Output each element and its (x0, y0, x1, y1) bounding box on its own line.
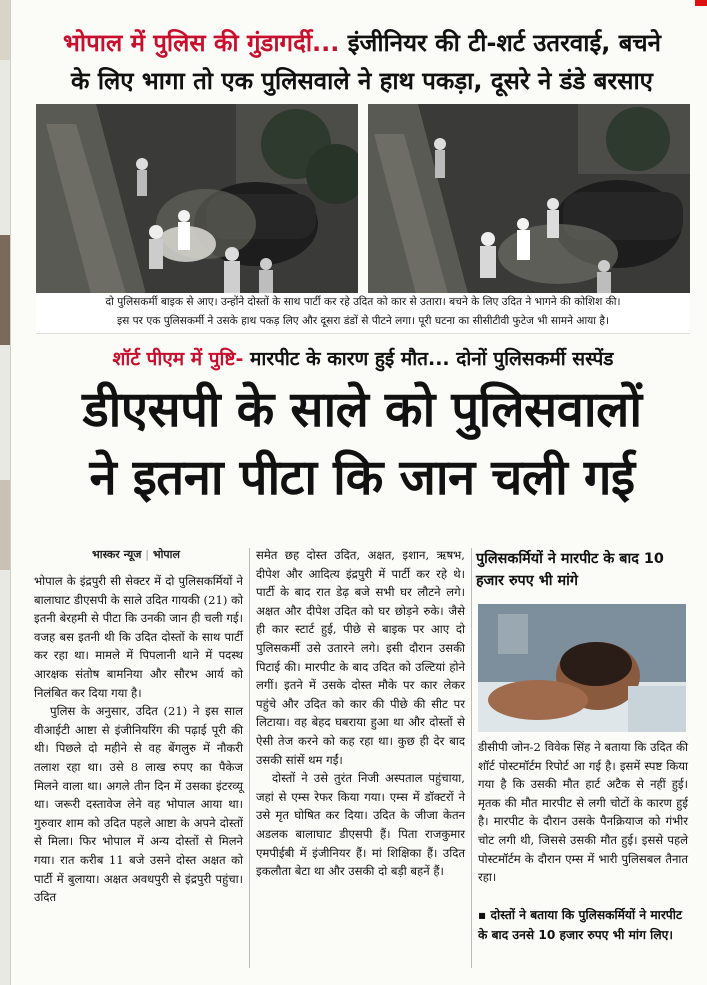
column-divider (471, 548, 472, 968)
hospital-photo (478, 604, 686, 732)
column1-paragraph: पुलिस के अनुसार, उदित (21) ने इस साल वीआईटी आष्टा से इंजीनियरिंग की पढ़ाई पूरी की थी। पिछले दो महीने से वह बेंगलुरु में नौकरी तलाश रहा था। उसे 8 लाख रुपए का पैकेज मिलने वाला था। अगले तीन दिन में उसका इंटरव्यू था। जरूरी दस्तावेज लेने वह भोपाल आया था। गुरुवार शाम को उदित पहले आष्टा के अपने दोस्तों से मिला। फिर भोपाल में अन्य दोस्तों से मिलने गया। रात करीब 11 बजे उसने दोस्त अक्षत को पार्टी में बुलाया। अक्षत अवधपुरी से इंद्रपुरी पहुंचा। उदित (34, 704, 243, 905)
main-headline (24, 376, 700, 512)
caption-line1: दो पुलिसकर्मी बाइक से आए। उन्होंने दोस्तों के साथ पार्टी कर रहे उदित को कार से उतारा। बचने के लिए उदित ने भागने की कोशिश की। (105, 296, 621, 308)
sub-headline-black: मारपीट के कारण हुई मौत... दोनों पुलिसकर्मी सस्पेंड (243, 348, 614, 370)
column-divider (249, 548, 250, 968)
sidebar-body (478, 738, 688, 887)
corner-mark (695, 0, 707, 6)
main-headline-line2: ने इतना पीटा कि जान चली गई (89, 449, 635, 506)
hospital-photo-image (478, 604, 686, 732)
sidebar-title: पुलिसकर्मियों ने मारपीट के बाद 10 हजार रुपए भी मांगे (476, 551, 664, 589)
main-headline-line1: डीएसपी के साले को पुलिसवालों (82, 381, 642, 438)
strip-block (0, 480, 10, 570)
column2-paragraph: दोस्तों ने उसे तुरंत निजी अस्पताल पहुंचाया, जहां से एम्स रेफर किया गया। एम्स में डॉक्टरों ने उसे मृत घोषित कर दिया। उदित के जीजा केतन अडलक बालाघाट डीएसपी हैं। पिता राजकुमार एमपीईबी में इंजीनियर हैं। मां शिक्षिका हैं। उदित इकलौता बेटा था और उसकी दो बड़ी बहनें हैं। (256, 771, 465, 879)
byline-place: भोपाल (152, 548, 180, 561)
top-headline (24, 24, 700, 100)
column1-paragraph: भोपाल के इंद्रपुरी सी सेक्टर में दो पुलिसकर्मियों ने बालाघाट डीएसपी के साले उदित गायकी (21) को इतनी बेरहमी से पीटा कि उनकी जान ही चली गई। वजह बस इतनी थी कि उदित दोस्तों के साथ पार्टी कर रहा था। मामले में पिपलानी थाने में पदस्थ आरक्षक संतोष बामनिया और सौरभ आर्य को निलंबित कर दिया गया है। (34, 574, 243, 700)
article-column-2 (256, 546, 465, 881)
cctv-photo-right (368, 104, 690, 294)
cctv-scene-right (368, 104, 690, 294)
sidebar-paragraph: डीसीपी जोन-2 विवेक सिंह ने बताया कि उदित की शॉर्ट पोस्टमॉर्टम रिपोर्ट आ गई है। इसमें स्पष्ट किया गया है कि उसकी मौत हार्ट अटैक से नहीं हुई। मृतक की मौत मारपीट से लगी चोटों के कारण हुई है। मारपीट के दौरान उसके पैनक्रियाज को गंभीर चोट लगी थी, जिससे उसकी मौत हुई। इससे पहले पोस्टमॉर्टम के दौरान एम्स में भारी पुलिसबल तैनात रहा। (478, 740, 688, 885)
caption-line2: इस पर एक पुलिसकर्मी ने उसके हाथ पकड़ लिए और दूसरा डंडों से पीटने लगा। पूरी घटना का सीसीटीवी फुटेज भी सामने आया है। (116, 315, 610, 327)
article-column-1 (34, 572, 243, 907)
sidebar-bullet: ▪ दोस्तों ने बताया कि पुलिसकर्मियों ने मारपीट के बाद उनसे 10 हजार रुपए भी मांग लिए। (478, 908, 683, 942)
sub-headline-red: शॉर्ट पीएम में पुष्टि- (112, 348, 244, 370)
strip-block (0, 235, 10, 345)
cctv-scene-left (36, 104, 358, 294)
adjacent-page-strip (0, 0, 11, 985)
top-headline-line2: के लिए भागा तो एक पुलिसवाले ने हाथ पकड़ा, दूसरे ने डंडे बरसाए (71, 67, 653, 95)
cctv-photos (36, 104, 690, 294)
photo-caption (36, 293, 690, 334)
byline-separator: | (145, 548, 149, 561)
sub-headline (36, 345, 690, 371)
strip-block (0, 0, 10, 60)
top-headline-red: भोपाल में पुलिस की गुंडागर्दी... (63, 29, 340, 57)
byline (92, 547, 180, 562)
cctv-photo-left (36, 104, 358, 294)
top-headline-black: इंजीनियर की टी-शर्ट उतरवाई, बचने (347, 29, 661, 57)
top-headline-line1 (24, 24, 700, 62)
column2-paragraph: समेत छह दोस्त उदित, अक्षत, इशान, ऋषभ, दीपेश और आदित्य इंद्रपुरी में पार्टी कर रहे थे। पार्टी के बाद रात डेढ़ बजे सभी घर लौटने लगे। अक्षत और दीपेश उदित को घर छोड़ने रुके। जैसे ही कार स्टार्ट हुई, पीछे से बाइक पर आए दो पुलिसकर्मी उसे उतारने लगे। इसी दौरान उसकी पिटाई की। मारपीट के बाद उदित को उल्टियां होने लगीं। इतने में उसके दोस्त मौके पर कार लेकर पहुंचे और उदित को कार की पीछे की सीट पर लिटाया। वह बेहद घबराया हुआ था और दोस्तों से ऐसी तेज करने को कह रहा था। कुछ ही देर बाद उसकी सांसें थम गईं। (256, 548, 465, 767)
byline-source: भास्कर न्यूज (92, 548, 142, 561)
